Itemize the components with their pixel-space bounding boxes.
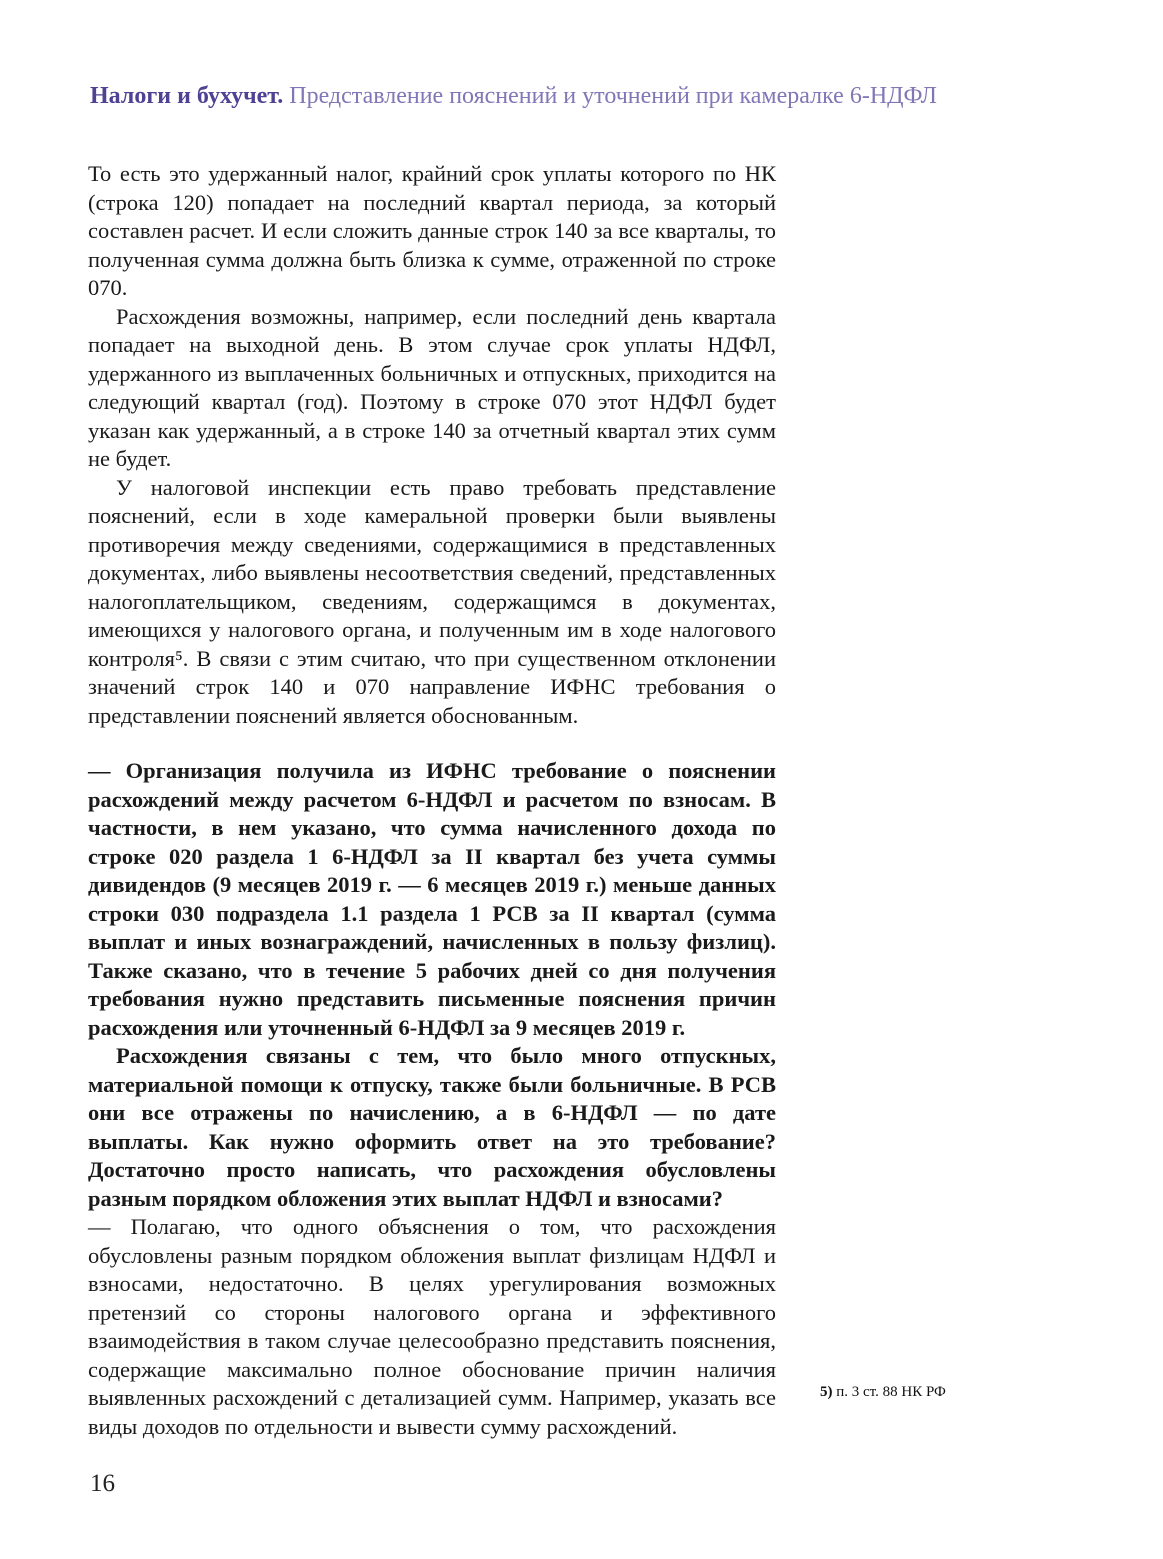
question-paragraph-2: Расхождения связаны с тем, что было много отпускных, материальной помощи к отпуску, также были больничные. В РСВ они все отражены по начислению, а в 6-НДФЛ — по дате выплаты. Как нужно оформить ответ на это требование? Достаточно просто написать, что расхождения обусловлены разным порядком обложения этих выплат НДФЛ и взносами?: [88, 1043, 776, 1211]
body-paragraph-3: У налоговой инспекции есть право требовать представление пояснений, если в ходе камеральной проверки были выявлены противоречия между сведениями, содержащимися в представленных документах, либо выявлены несоответствия сведений, представленных налогоплательщиком, сведениям, содержащимся в документах, имеющихся у налогового органа, и полученным им в ходе налогового контроля⁵. В связи с этим считаю, что при существенном отклонении значений строк 140 и 070 направление ИФНС требования о представлении пояснений является обоснованным.: [88, 474, 776, 728]
body-paragraph-1: То есть это удержанный налог, крайний срок уплаты которого по НК (строка 120) попадает на последний квартал периода, за который составлен расчет. И если сложить данные строк 140 за все кварталы, то полученная сумма должна быть близка к сумме, отраженной по строке 070.: [88, 161, 776, 300]
footnote: [820, 1383, 946, 1401]
body-paragraph-2: Расхождения возможны, например, если последний день квартала попадает на выходной день. В этом случае срок уплаты НДФЛ, удержанного из выплаченных больничных и отпускных, приходится на следующий квартал (год). Поэтому в строке 070 этот НДФЛ будет указан как удержанный, а в строке 140 за отчетный квартал этих сумм не будет.: [88, 303, 776, 471]
article-title: Представление пояснений и уточнений при камералке 6-НДФЛ: [289, 83, 937, 109]
article-body: [88, 160, 776, 1441]
page-number: 16: [90, 1470, 115, 1497]
footnote-marker: 5): [820, 1384, 833, 1400]
footnote-text: п. 3 ст. 88 НК РФ: [836, 1384, 946, 1400]
running-header: [90, 82, 1090, 110]
magazine-section-title: Налоги и бухучет.: [90, 83, 284, 109]
question-paragraph-1: — Организация получила из ИФНС требование о пояснении расхождений между расчетом 6-НДФЛ и расчетом по взносам. В частности, в нем указано, что сумма начисленного дохода по строке 020 раздела 1 6-НДФЛ за II квартал без учета суммы дивидендов (9 месяцев 2019 г. — 6 месяцев 2019 г.) меньше данных строки 030 подраздела 1.1 раздела 1 РСВ за II квартал (сумма выплат и иных вознаграждений, начисленных в пользу физлиц). Также сказано, что в течение 5 рабочих дней со дня получения требования нужно представить письменные пояснения причин расхождения или уточненный 6-НДФЛ за 9 месяцев 2019 г.: [88, 758, 776, 1040]
answer-paragraph: — Полагаю, что одного объяснения о том, что расхождения обусловлены разным порядком обложения выплат физлицам НДФЛ и взносами, недостаточно. В целях урегулирования возможных претензий со стороны налогового органа и эффективного взаимодействия в таком случае целесообразно представить пояснения, содержащие максимально полное обоснование причин наличия выявленных расхождений с детализацией сумм. Например, указать все виды доходов по отдельности и вывести сумму расхождений.: [88, 1214, 776, 1439]
